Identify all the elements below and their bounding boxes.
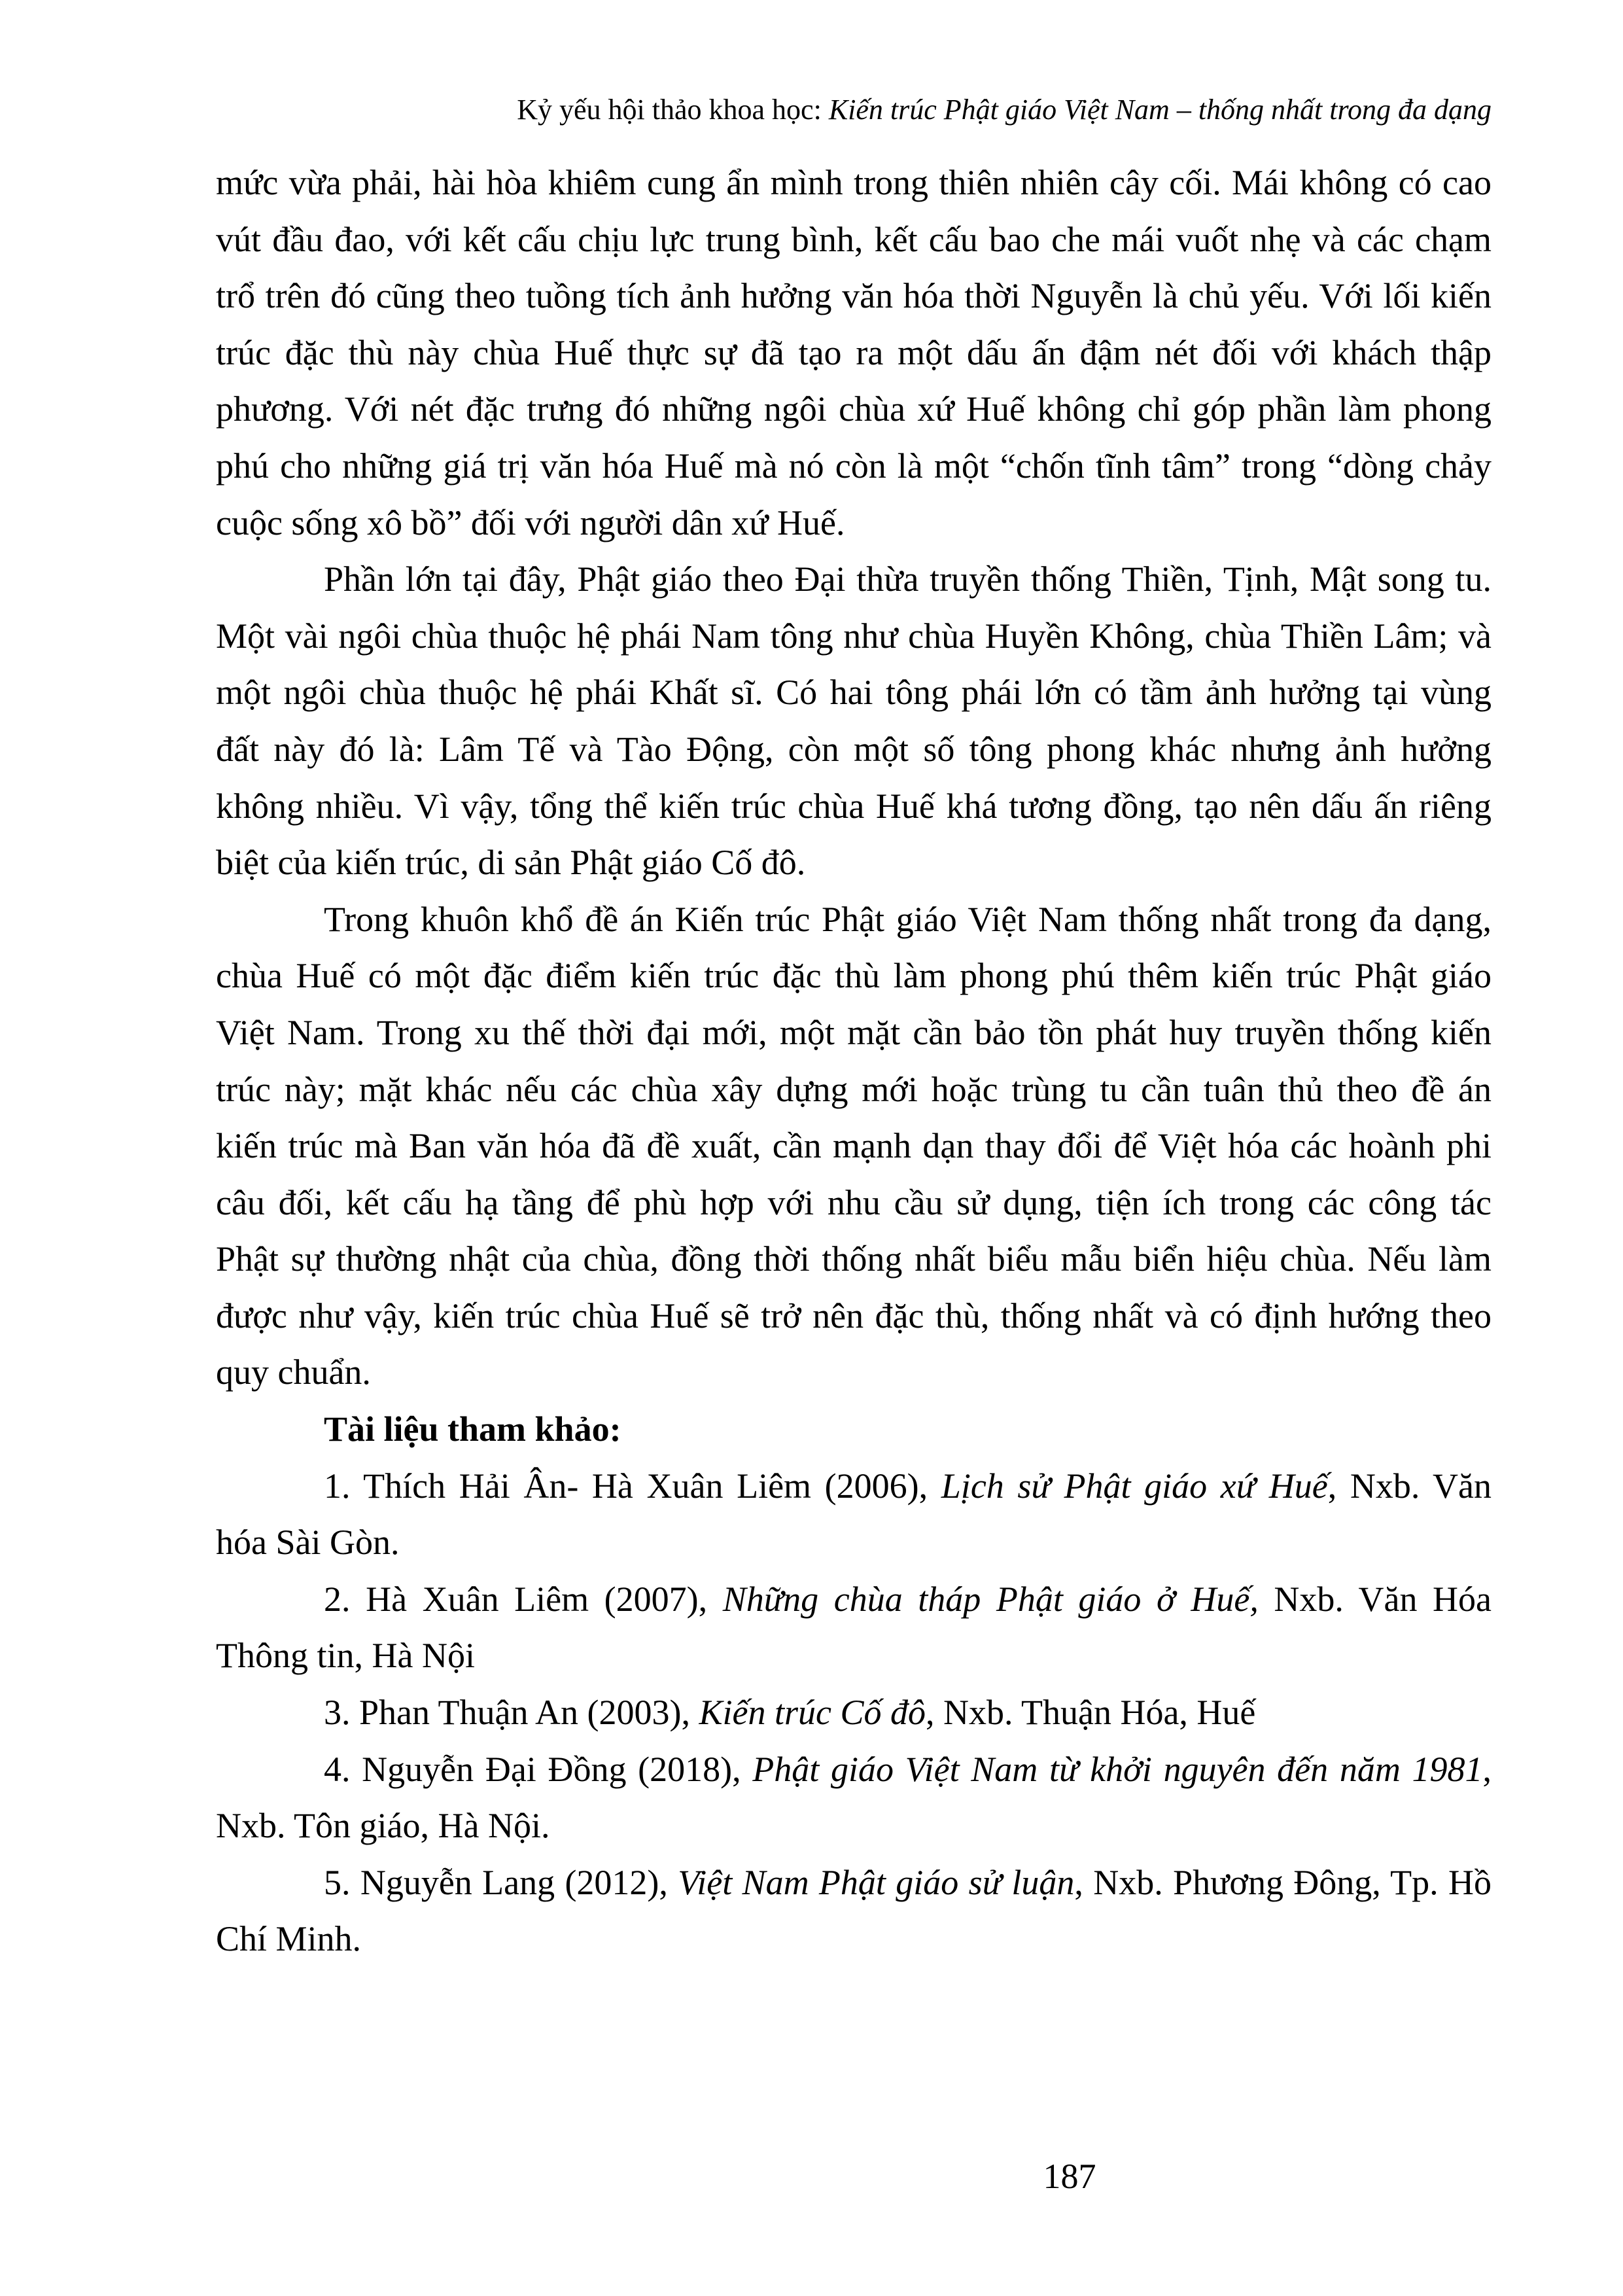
text-segment: Nxb. Văn Hóa — [1258, 1579, 1492, 1619]
text-line — [216, 947, 1492, 1004]
italic-book-title: Việt Nam Phật giáo sử luận — [678, 1862, 1075, 1902]
header-prefix: Kỷ yếu hội thảo khoa học: — [517, 94, 829, 126]
italic-book-title: Phật giáo Việt Nam từ khởi nguyên đến năm 1981 — [752, 1749, 1483, 1789]
text-segment: , Nxb. Thuận Hóa, Huế — [925, 1693, 1256, 1733]
text-segment: phương. Với nét đặc trưng đó những ngôi chùa xứ Huế không chỉ góp phần làm phong — [216, 389, 1492, 429]
text-segment: quy chuẩn. — [216, 1352, 371, 1392]
text-line — [216, 1118, 1492, 1174]
text-line — [216, 211, 1492, 268]
page-number: 187 — [1043, 2157, 1096, 2196]
text-line — [216, 1797, 1492, 1854]
text-segment: hóa Sài Gòn. — [216, 1523, 400, 1563]
italic-book-title: Những chùa tháp Phật giáo ở Huế, — [722, 1579, 1259, 1619]
text-segment: không nhiều. Vì vậy, tổng thể kiến trúc chùa Huế khá tương đồng, tạo nên dấu ấn riêng — [216, 786, 1492, 826]
text-line — [216, 608, 1492, 665]
text-line — [216, 664, 1492, 721]
text-line — [216, 1401, 1492, 1458]
header-proceedings-title: Kiến trúc Phật giáo Việt Nam – thống nhất trong đa dạng — [828, 94, 1492, 126]
text-segment: 4. Nguyễn Đại Đồng (2018), — [324, 1749, 753, 1789]
text-line — [216, 1627, 1492, 1684]
text-segment: trúc này; mặt khác nếu các chùa xây dựng mới hoặc trùng tu cần tuân thủ theo đề án — [216, 1069, 1492, 1109]
text-segment: Nxb. Tôn giáo, Hà Nội. — [216, 1806, 550, 1846]
text-segment: , Nxb. Phương Đông, Tp. Hồ — [1074, 1862, 1492, 1902]
text-line — [216, 1911, 1492, 1968]
text-segment: 1. Thích Hải Ân- Hà Xuân Liêm (2006), — [324, 1466, 941, 1506]
text-line — [216, 778, 1492, 835]
text-segment: Chí Minh. — [216, 1919, 362, 1959]
text-segment: mức vừa phải, hài hòa khiêm cung ẩn mình trong thiên nhiên cây cối. Mái không có cao — [216, 163, 1492, 202]
paragraph-1 — [216, 154, 1492, 551]
text-segment: 5. Nguyễn Lang (2012), — [324, 1862, 678, 1902]
text-line — [216, 1174, 1492, 1231]
reference-3 — [216, 1684, 1492, 1741]
text-segment: vút đầu đao, với kết cấu chịu lực trung bình, kết cấu bao che mái vuốt nhẹ và các chạm — [216, 219, 1492, 259]
italic-book-title: Lịch sử Phật giáo xứ Huế — [941, 1466, 1328, 1506]
text-segment: Phần lớn tại đây, Phật giáo theo Đại thừa truyền thống Thiền, Tịnh, Mật song tu. — [324, 559, 1492, 599]
text-line — [216, 1571, 1492, 1628]
text-line — [216, 154, 1492, 211]
text-segment: trúc đặc thù này chùa Huế thực sự đã tạo ra một dấu ấn đậm nét đối với khách thập — [216, 332, 1492, 372]
text-segment: 3. Phan Thuận An (2003), — [324, 1693, 699, 1733]
text-line — [216, 834, 1492, 891]
text-segment: , — [1482, 1749, 1492, 1789]
text-segment: một ngôi chùa thuộc hệ phái Khất sĩ. Có hai tông phái lớn có tầm ảnh hưởng tại vùng — [216, 673, 1492, 713]
text-line — [216, 1741, 1492, 1798]
text-line — [216, 1344, 1492, 1401]
page-header — [216, 92, 1492, 128]
text-segment: câu đối, kết cấu hạ tầng để phù hợp với nhu cầu sử dụng, tiện ích trong các công tác — [216, 1182, 1492, 1222]
text-segment: Phật sự thường nhật của chùa, đồng thời thống nhất biểu mẫu biển hiệu chùa. Nếu làm — [216, 1239, 1492, 1279]
text-segment: Thông tin, Hà Nội — [216, 1636, 475, 1676]
text-line — [216, 1514, 1492, 1571]
italic-book-title: Kiến trúc Cố đô — [699, 1693, 926, 1733]
text-line — [216, 721, 1492, 778]
reference-2 — [216, 1571, 1492, 1684]
body-text — [216, 154, 1492, 1968]
text-line — [216, 325, 1492, 381]
text-segment: đất này đó là: Lâm Tế và Tào Động, còn một số tông phong khác nhưng ảnh hưởng — [216, 729, 1492, 769]
reference-5 — [216, 1854, 1492, 1968]
text-line — [216, 551, 1492, 608]
text-line — [216, 1854, 1492, 1911]
text-segment: 2. Hà Xuân Liêm (2007), — [324, 1579, 723, 1619]
text-segment: Một vài ngôi chùa thuộc hệ phái Nam tông như chùa Huyền Không, chùa Thiền Lâm; và — [216, 616, 1492, 656]
text-segment: cuộc sống xô bồ” đối với người dân xứ Huế. — [216, 503, 845, 542]
text-segment: , Nxb. Văn — [1327, 1466, 1492, 1506]
text-segment: Trong khuôn khổ đề án Kiến trúc Phật giáo Việt Nam thống nhất trong đa dạng, — [324, 899, 1492, 939]
text-segment: biệt của kiến trúc, di sản Phật giáo Cố đô. — [216, 843, 806, 883]
text-line — [216, 495, 1492, 552]
text-segment: kiến trúc mà Ban văn hóa đã đề xuất, cần mạnh dạn thay đổi để Việt hóa các hoành phi — [216, 1126, 1492, 1166]
page-content — [216, 0, 1492, 2196]
reference-4 — [216, 1741, 1492, 1854]
text-segment: chùa Huế có một đặc điểm kiến trúc đặc thù làm phong phú thêm kiến trúc Phật giáo — [216, 956, 1492, 996]
text-line — [216, 1004, 1492, 1061]
text-line — [216, 268, 1492, 325]
paragraph-3 — [216, 891, 1492, 1401]
reference-1 — [216, 1458, 1492, 1571]
text-line — [216, 1684, 1492, 1741]
text-line — [216, 1458, 1492, 1515]
text-line — [216, 1061, 1492, 1118]
text-line — [216, 438, 1492, 495]
text-segment: Việt Nam. Trong xu thế thời đại mới, một mặt cần bảo tồn phát huy truyền thống kiến — [216, 1012, 1492, 1052]
references-heading — [216, 1401, 1492, 1458]
paragraph-2 — [216, 551, 1492, 891]
text-segment: phú cho những giá trị văn hóa Huế mà nó còn là một “chốn tĩnh tâm” trong “dòng chảy — [216, 446, 1492, 486]
text-segment: được như vậy, kiến trúc chùa Huế sẽ trở nên đặc thù, thống nhất và có định hướng theo — [216, 1296, 1492, 1335]
bold-heading-text: Tài liệu tham khảo: — [324, 1409, 621, 1449]
text-segment: trổ trên đó cũng theo tuồng tích ảnh hưởng văn hóa thời Nguyễn là chủ yếu. Với lối kiến — [216, 276, 1492, 316]
text-line — [216, 1288, 1492, 1345]
text-line — [216, 1231, 1492, 1288]
text-line — [216, 891, 1492, 948]
page-footer — [432, 2148, 1623, 2205]
text-line — [216, 381, 1492, 438]
